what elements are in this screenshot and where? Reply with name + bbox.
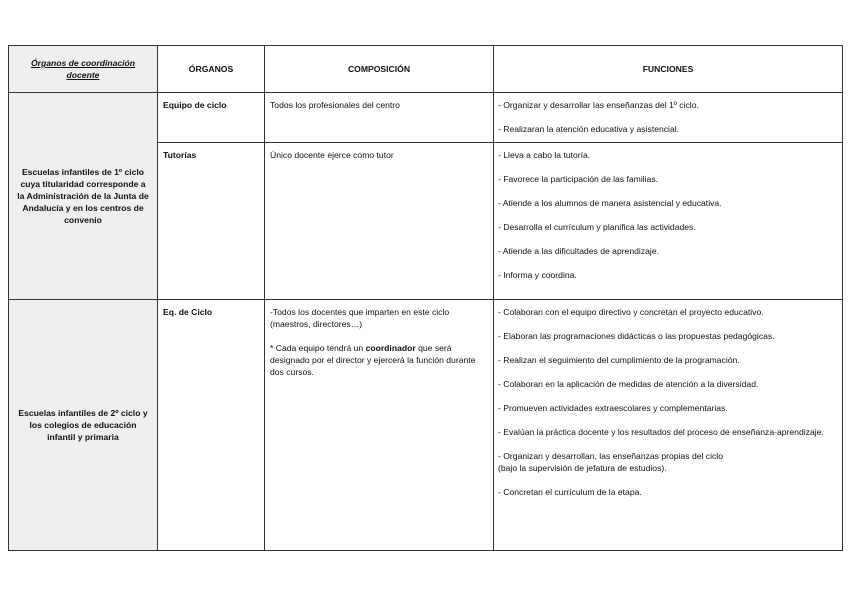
functions-cell xyxy=(494,143,843,300)
list-item: - Favorece la participación de las familias. xyxy=(498,174,659,184)
header-organs: ÓRGANOS xyxy=(158,46,265,93)
functions-cell xyxy=(494,93,843,143)
header-composition: COMPOSICIÓN xyxy=(265,46,494,93)
functions-cell xyxy=(494,300,843,551)
organ-cell: Equipo de ciclo xyxy=(158,93,265,143)
list-item: - Concretan el currículum de la etapa. xyxy=(498,487,642,497)
list-item: - Atiende a los alumnos de manera asistencial y educativa. xyxy=(498,198,722,208)
header-coordination-organs: Órganos de coordinación docente xyxy=(9,46,158,93)
list-item: - Evalúan la práctica docente y los resultados del proceso de enseñanza-aprendizaje. xyxy=(498,427,824,437)
list-item: - Lleva a cabo la tutoría. xyxy=(498,150,591,160)
header-row xyxy=(9,46,843,93)
group-cell-second-cycle: Escuelas infantiles de 2º ciclo y los colegios de educación infantil y primaria xyxy=(9,300,158,551)
list-item: - Atiende a las dificultades de aprendizaje. xyxy=(498,246,659,256)
composition-text: * Cada equipo tendrá un coordinador que será designado por el director y ejercerá la función durante dos cursos. xyxy=(270,343,476,377)
group-cell-first-cycle: Escuelas infantiles de 1º ciclo cuya titularidad corresponde a la Administración de la Junta de Andalucía y en los centros de convenio xyxy=(9,93,158,300)
composition-cell xyxy=(265,93,494,143)
list-item: - Organizar y desarrollar las enseñanzas del 1º ciclo. xyxy=(498,100,699,110)
header-functions: FUNCIONES xyxy=(494,46,843,93)
coordinator-keyword: coordinador xyxy=(365,343,416,353)
list-item: - Elaboran las programaciones didácticas o las propuestas pedagógicas. xyxy=(498,331,775,341)
list-item: - Promueven actividades extraescolares y complementarias. xyxy=(498,403,728,413)
list-item: - Colaboran con el equipo directivo y concretan el proyecto educativo. xyxy=(498,307,764,317)
organ-cell: Eq. de Ciclo xyxy=(158,300,265,551)
composition-cell xyxy=(265,143,494,300)
composition-cell xyxy=(265,300,494,551)
list-item: - Organizan y desarrollan, las enseñanzas propias del ciclo (bajo la supervisión de jefatura de estudios). xyxy=(498,451,723,473)
list-item: - Desarrolla el currículum y planifica las actividades. xyxy=(498,222,696,232)
list-item: - Colaboran en la aplicación de medidas de atención a la diversidad. xyxy=(498,379,759,389)
composition-text: -Todos los docentes que imparten en este ciclo (maestros, directores…) xyxy=(270,307,450,329)
list-item: - Informa y coordina. xyxy=(498,270,577,280)
coordination-table xyxy=(8,45,843,551)
composition-text: Todos los profesionales del centro xyxy=(270,100,400,110)
organ-cell: Tutorías xyxy=(158,143,265,300)
list-item: - Realizaran la atención educativa y asistencial. xyxy=(498,124,680,134)
list-item: - Realizan el seguimiento del cumplimiento de la programación. xyxy=(498,355,740,365)
composition-text: Único docente ejerce como tutor xyxy=(270,150,394,160)
table-row xyxy=(9,93,843,143)
table-row xyxy=(9,300,843,551)
